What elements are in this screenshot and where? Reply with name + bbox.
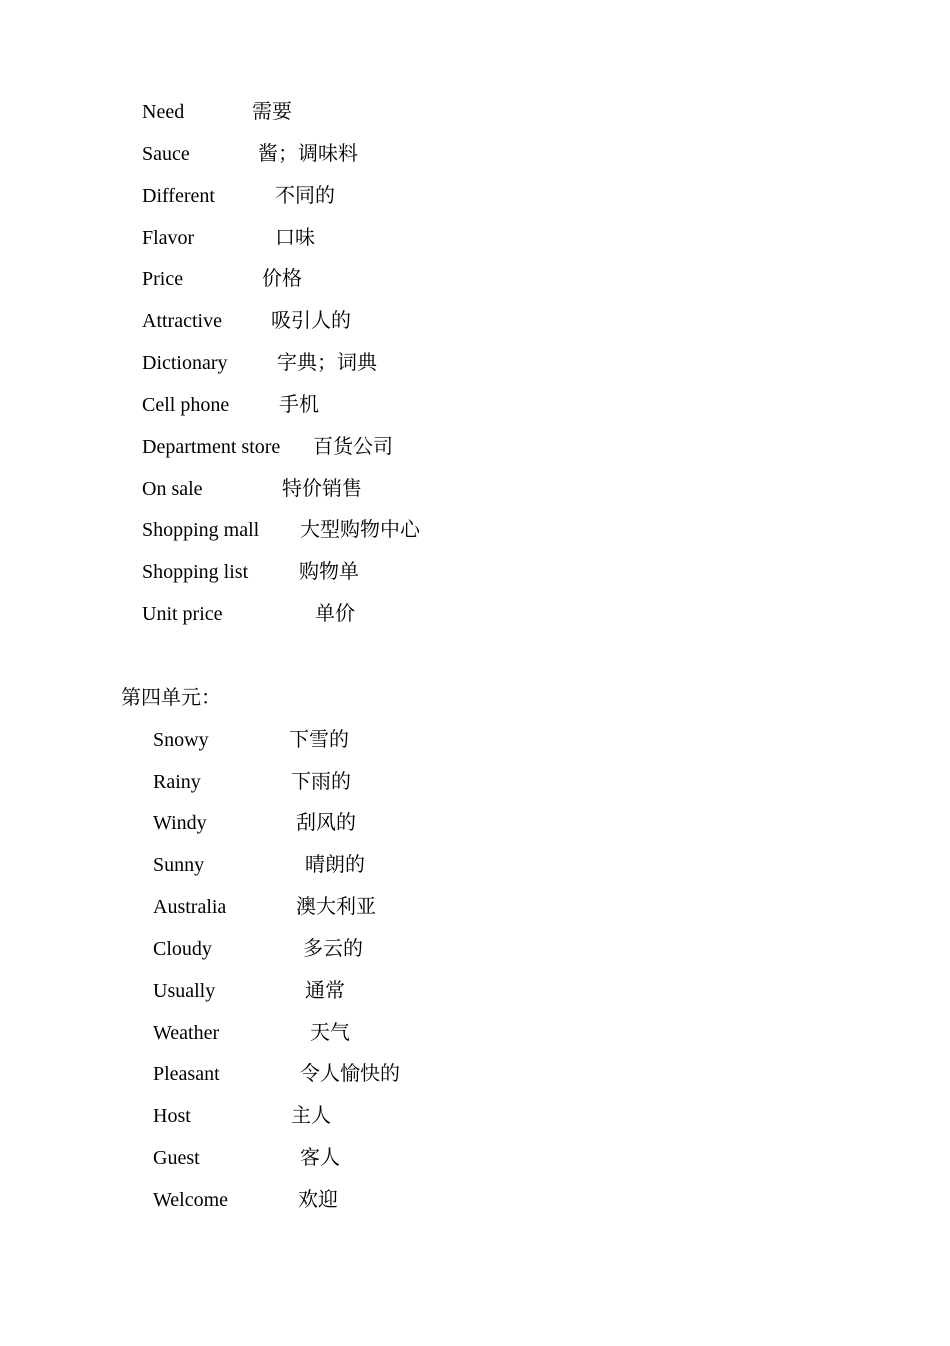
english-word: Unit price bbox=[142, 603, 223, 625]
english-word: Welcome bbox=[153, 1189, 229, 1211]
english-word: Rainy bbox=[153, 771, 201, 793]
chinese-meaning: 需要 bbox=[252, 101, 292, 123]
chinese-meaning: 下雪的 bbox=[289, 729, 349, 751]
english-word: Shopping list bbox=[142, 561, 249, 583]
chinese-meaning: 多云的 bbox=[303, 938, 363, 960]
chinese-meaning: 令人愉快的 bbox=[300, 1063, 400, 1085]
english-word: Cloudy bbox=[153, 938, 212, 960]
section-heading: 第四单元： bbox=[121, 687, 221, 709]
chinese-meaning: 字典；词典 bbox=[277, 352, 377, 374]
chinese-meaning: 欢迎 bbox=[298, 1189, 338, 1211]
chinese-meaning: 天气 bbox=[310, 1022, 350, 1044]
chinese-meaning: 大型购物中心 bbox=[300, 519, 420, 541]
english-word: Pleasant bbox=[153, 1063, 220, 1085]
chinese-meaning: 客人 bbox=[300, 1147, 340, 1169]
english-word: Usually bbox=[153, 980, 216, 1002]
english-word: Flavor bbox=[142, 227, 195, 249]
chinese-meaning: 主人 bbox=[291, 1105, 331, 1127]
chinese-meaning: 下雨的 bbox=[291, 771, 351, 793]
english-word: Need bbox=[142, 101, 185, 123]
chinese-meaning: 酱；调味料 bbox=[258, 143, 358, 165]
chinese-meaning: 口味 bbox=[275, 227, 315, 249]
chinese-meaning: 百货公司 bbox=[313, 436, 393, 458]
english-word: Department store bbox=[142, 436, 281, 458]
english-word: Shopping mall bbox=[142, 519, 260, 541]
english-word: Cell phone bbox=[142, 394, 230, 416]
english-word: Guest bbox=[153, 1147, 200, 1169]
chinese-meaning: 不同的 bbox=[275, 185, 335, 207]
english-word: Dictionary bbox=[142, 352, 228, 374]
chinese-meaning: 价格 bbox=[262, 268, 302, 290]
english-word: On sale bbox=[142, 478, 203, 500]
english-word: Different bbox=[142, 185, 215, 207]
chinese-meaning: 澳大利亚 bbox=[296, 896, 376, 918]
chinese-meaning: 单价 bbox=[315, 603, 355, 625]
chinese-meaning: 刮风的 bbox=[296, 812, 356, 834]
english-word: Weather bbox=[153, 1022, 220, 1044]
english-word: Sunny bbox=[153, 854, 205, 876]
chinese-meaning: 吸引人的 bbox=[271, 310, 351, 332]
chinese-meaning: 通常 bbox=[305, 980, 345, 1002]
english-word: Attractive bbox=[142, 310, 222, 332]
english-word: Snowy bbox=[153, 729, 209, 751]
english-word: Sauce bbox=[142, 143, 190, 165]
chinese-meaning: 特价销售 bbox=[282, 478, 362, 500]
english-word: Australia bbox=[153, 896, 227, 918]
chinese-meaning: 购物单 bbox=[299, 561, 359, 583]
chinese-meaning: 手机 bbox=[279, 394, 319, 416]
english-word: Host bbox=[153, 1105, 191, 1127]
chinese-meaning: 晴朗的 bbox=[305, 854, 365, 876]
english-word: Windy bbox=[153, 812, 207, 834]
english-word: Price bbox=[142, 268, 184, 290]
